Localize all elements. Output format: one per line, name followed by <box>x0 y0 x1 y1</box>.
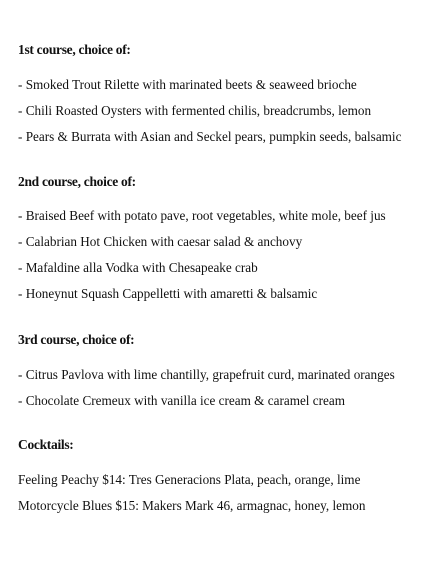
menu-item: - Calabrian Hot Chicken with caesar salad & anchovy <box>18 234 303 249</box>
menu-item: - Pears & Burrata with Asian and Seckel pears, pumpkin seeds, balsamic <box>18 129 402 144</box>
menu-item: - Smoked Trout Rilette with marinated beets & seaweed brioche <box>18 77 357 92</box>
section-heading-second-course: 2nd course, choice of: <box>18 174 136 189</box>
menu-item: - Chili Roasted Oysters with fermented chilis, breadcrumbs, lemon <box>18 103 372 118</box>
menu-item: - Citrus Pavlova with lime chantilly, grapefruit curd, marinated oranges <box>18 367 395 382</box>
menu-item: - Chocolate Cremeux with vanilla ice cream & caramel cream <box>18 393 345 408</box>
section-heading-cocktails: Cocktails: <box>18 437 74 452</box>
menu-item: - Mafaldine alla Vodka with Chesapeake crab <box>18 260 258 275</box>
section-heading-third-course: 3rd course, choice of: <box>18 332 135 347</box>
menu-item: - Honeynut Squash Cappelletti with amaretti & balsamic <box>18 286 318 301</box>
section-heading-first-course: 1st course, choice of: <box>18 42 131 57</box>
menu-item: - Braised Beef with potato pave, root vegetables, white mole, beef jus <box>18 208 386 223</box>
cocktail-item: Feeling Peachy $14: Tres Generacions Plata, peach, orange, lime <box>18 472 361 487</box>
cocktail-item: Motorcycle Blues $15: Makers Mark 46, armagnac, honey, lemon <box>18 498 366 513</box>
